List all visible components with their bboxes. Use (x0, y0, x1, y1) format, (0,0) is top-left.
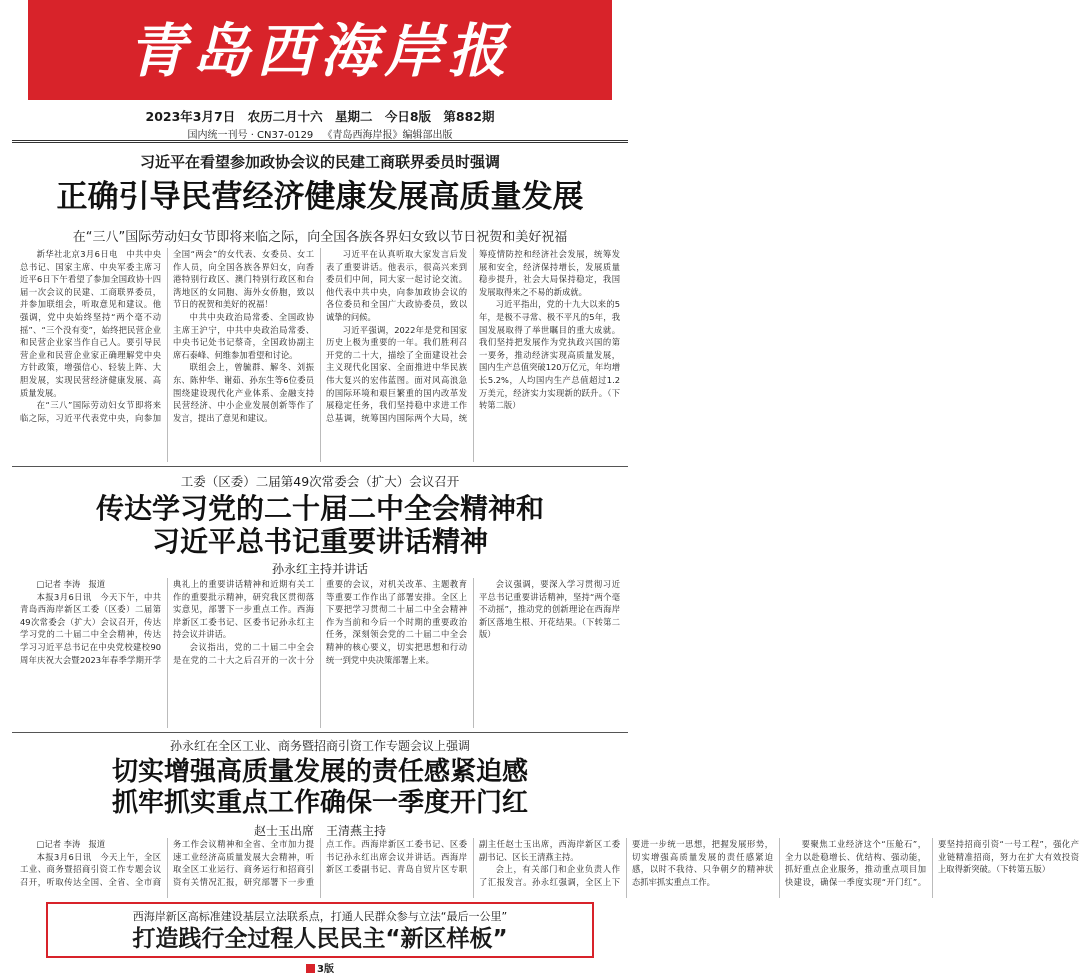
article3-paragraph: 本报3月6日讯 今天上午，全区工业、商务暨招商引资工作专题会议召开，听取传达全国、全省、全市商务工作会议精神和全省、全市加力提速工业经济高质量发展大会精神，听取全区工业运行、商务运行和招商引资有关情况汇报，研究部署下一步重点工作。西海岸新区工委书记、区委书记孙永红出席会议并讲话。西海岸新区工委副书记、青岛自贸片区专职副主任赵士玉出席，西海岸新区工委副书记、区长王清燕主持。 (20, 839, 620, 887)
article2-paragraph: □记者 李涛 报道 (36, 579, 106, 589)
article2-headline-line1[interactable]: 传达学习党的二十届二中全会精神和 (95, 492, 544, 525)
article1-kicker: 习近平在看望参加政协会议的民建工商联界委员时强调 (139, 153, 500, 171)
article1-paragraph: 新华社北京3月6日电 中共中央总书记、国家主席、中央军委主席习近平6日下午看望了参加全国政协十四届一次会议的民建、工商联界委员，并参加联组会，听取意见和建议。他强调，党中央始终坚持“两个毫不动摇”、“三个没有变”，始终把民营企业和民营企业家当作自己人。要引导民营企业和民营企业家正确理解党中央方针政策，增强信心、轻装上阵、大胆发展，实现民营经济健康发展、高质量发展。 (20, 249, 161, 398)
article3-paragraph: 要聚焦工业经济这个“压舱石”，全力以赴稳增长、优结构、强动能，抓好重点企业服务，推动重点项目加快建设，确保一季度实现“开门红”。要坚持招商引资“一号工程”，强化产业链精准招商，努力在扩大有效投资上取得新突破。（下转第五版） (785, 839, 1079, 887)
issue-editor: 《青岛西海岸报》编辑部出版 (322, 130, 453, 141)
article2-body (20, 578, 620, 728)
article1-paragraph: 习近平指出，党的十九大以来的5年，是极不寻常、极不平凡的5年，我国发展取得了举世瞩目的重大成就。我们坚持把发展作为党执政兴国的第一要务，推动经济实现高质量发展，国内生产总值突破120万亿元，年均增长5.2%，人均国内生产总值超过1.2万美元，经济实力实现新的跃升。（下转第二版） (479, 299, 620, 411)
article3-paragraph: 会上，有关部门和企业负责人作了汇报发言。孙永红强调，全区上下要进一步统一思想，把握发展形势，切实增强高质量发展的责任感紧迫感，以时不我待、只争朝夕的精神状态抓牢抓实重点工作。 (479, 839, 773, 887)
section-divider (12, 732, 628, 733)
teaser-page-label: 3版 (317, 964, 334, 975)
issue-cn-number: 国内统一刊号 · CN37-0129 (187, 130, 314, 141)
issue-page-count: 今日8版 (384, 109, 432, 124)
article3-paragraph: □记者 李涛 报道 (36, 839, 106, 849)
article1-subline: 在“三八”国际劳动妇女节即将来临之际，向全国各族各界妇女致以节日祝贺和美好祝福 (72, 230, 568, 245)
section-divider (12, 466, 628, 467)
teaser-kicker: 西海岸新区高标准建设基层立法联系点，打通人民群众参与立法“最后一公里” (132, 910, 508, 923)
issue-weekday: 星期二 (334, 109, 373, 124)
article3-headline-line2[interactable]: 抓牢抓实重点工作确保一季度开门红 (111, 788, 528, 818)
teaser-box[interactable] (46, 902, 594, 958)
article1-paragraph: 习近平强调，2022年是党和国家历史上极为重要的一年。我们胜利召开党的二十大，描绘了全面建设社会主义现代化国家、全面推进中华民族伟大复兴的宏伟蓝图。面对风高浪急的国际环境和艰巨繁重的国内改革发展稳定任务，我们坚持稳中求进工作总基调，统筹国内国际两个大局，统筹疫情防控和经济社会发展，统筹发展和安全，经济保持增长，发展质量稳步提升，社会大局保持稳定，我国发展取得来之不易的新成就。 (326, 249, 620, 423)
article1-body (20, 248, 620, 462)
issue-publisher (0, 126, 640, 141)
masthead-title: 青岛西海岸报 (127, 17, 512, 85)
article1-paragraph: 联组会上，曾毓群、解冬、刘振东、陈仲华、谢茹、孙东生等6位委员围绕建设现代化产业体系、金融支持民营经济、中小企业发展创新等作了发言，提出了意见和建议。 (173, 362, 314, 423)
article2-kicker: 工委（区委）二届第49次常委会（扩大）会议召开 (180, 474, 460, 489)
teaser-page-ref[interactable] (0, 960, 640, 975)
article2-paragraph: 会议强调，要深入学习贯彻习近平总书记重要讲话精神，坚持“两个毫不动摇”，推动党的创新理论在西海岸新区落地生根、开花结果。（下转第二版） (479, 579, 620, 640)
article3-headline-line1[interactable]: 切实增强高质量发展的责任感紧迫感 (111, 757, 528, 787)
page-marker-icon (306, 964, 315, 973)
article3-kicker: 孙永红在全区工业、商务暨招商引资工作专题会议上强调 (169, 739, 470, 753)
article2-paragraph: 会议指出，党的二十届二中全会是在党的二十大之后召开的一次十分重要的会议，对机关改革、主题教育等重要工作作出了部署安排。全区上下要把学习贯彻二十届二中全会精神作为当前和今后一个时期的重要政治任务，深刻领会党的二十届二中全会精神的核心要义，切实把思想和行动统一到党中央决策部署上来。 (173, 579, 467, 665)
issue-info (0, 107, 640, 125)
issue-number: 第882期 (443, 109, 495, 124)
issue-date: 2023年3月7日 (145, 109, 236, 124)
article2-headline-line2[interactable]: 习近平总书记重要讲话精神 (151, 525, 488, 558)
masthead (28, 0, 612, 100)
article2-subline: 孙永红主持并讲话 (271, 562, 368, 576)
article2-paragraph: 本报3月6日讯 今天下午，中共青岛西海岸新区工委（区委）二届第49次常委会（扩大）会议召开，传达学习党的二十届二中全会精神，传达学习习近平总书记在中央党校建校90周年庆祝大会暨2023年春季学期开学典礼上的重要讲话精神和近期有关工作的重要批示精神，研究我区贯彻落实意见，部署下一步重点工作。西海岸新区工委书记、区委书记孙永红主持会议并讲话。 (20, 579, 314, 665)
article3-body (20, 838, 1079, 898)
article1-paragraph: 习近平在认真听取大家发言后发表了重要讲话。他表示，很高兴来到委员们中间，同大家一起讨论交流。他代表中共中央，向参加政协会议的各位委员和全国广大政协委员，致以诚挚的问候。 (326, 249, 467, 322)
article1-paragraph: 在“三八”国际劳动妇女节即将来临之际，习近平代表党中央，向参加全国“两会”的女代表、女委员、女工作人员，向全国各族各界妇女，向香港特别行政区、澳门特别行政区和台湾地区的女同胞、海外女侨胞，致以节日的祝贺和美好的祝福！ (20, 249, 314, 423)
article1-paragraph: 中共中央政治局常委、全国政协主席王沪宁，中共中央政治局常委、中央书记处书记蔡奇，全国政协副主席石泰峰、何维参加看望和讨论。 (173, 311, 314, 360)
article3-subline: 赵士玉出席 王清燕主持 (253, 824, 386, 838)
teaser-headline[interactable]: 打造践行全过程人民民主“新区样板” (132, 926, 508, 952)
masthead-divider (12, 140, 628, 143)
issue-lunar-date: 农历二月十六 (247, 109, 323, 124)
article1-headline[interactable]: 正确引导民营经济健康发展高质量发展 (56, 179, 584, 215)
